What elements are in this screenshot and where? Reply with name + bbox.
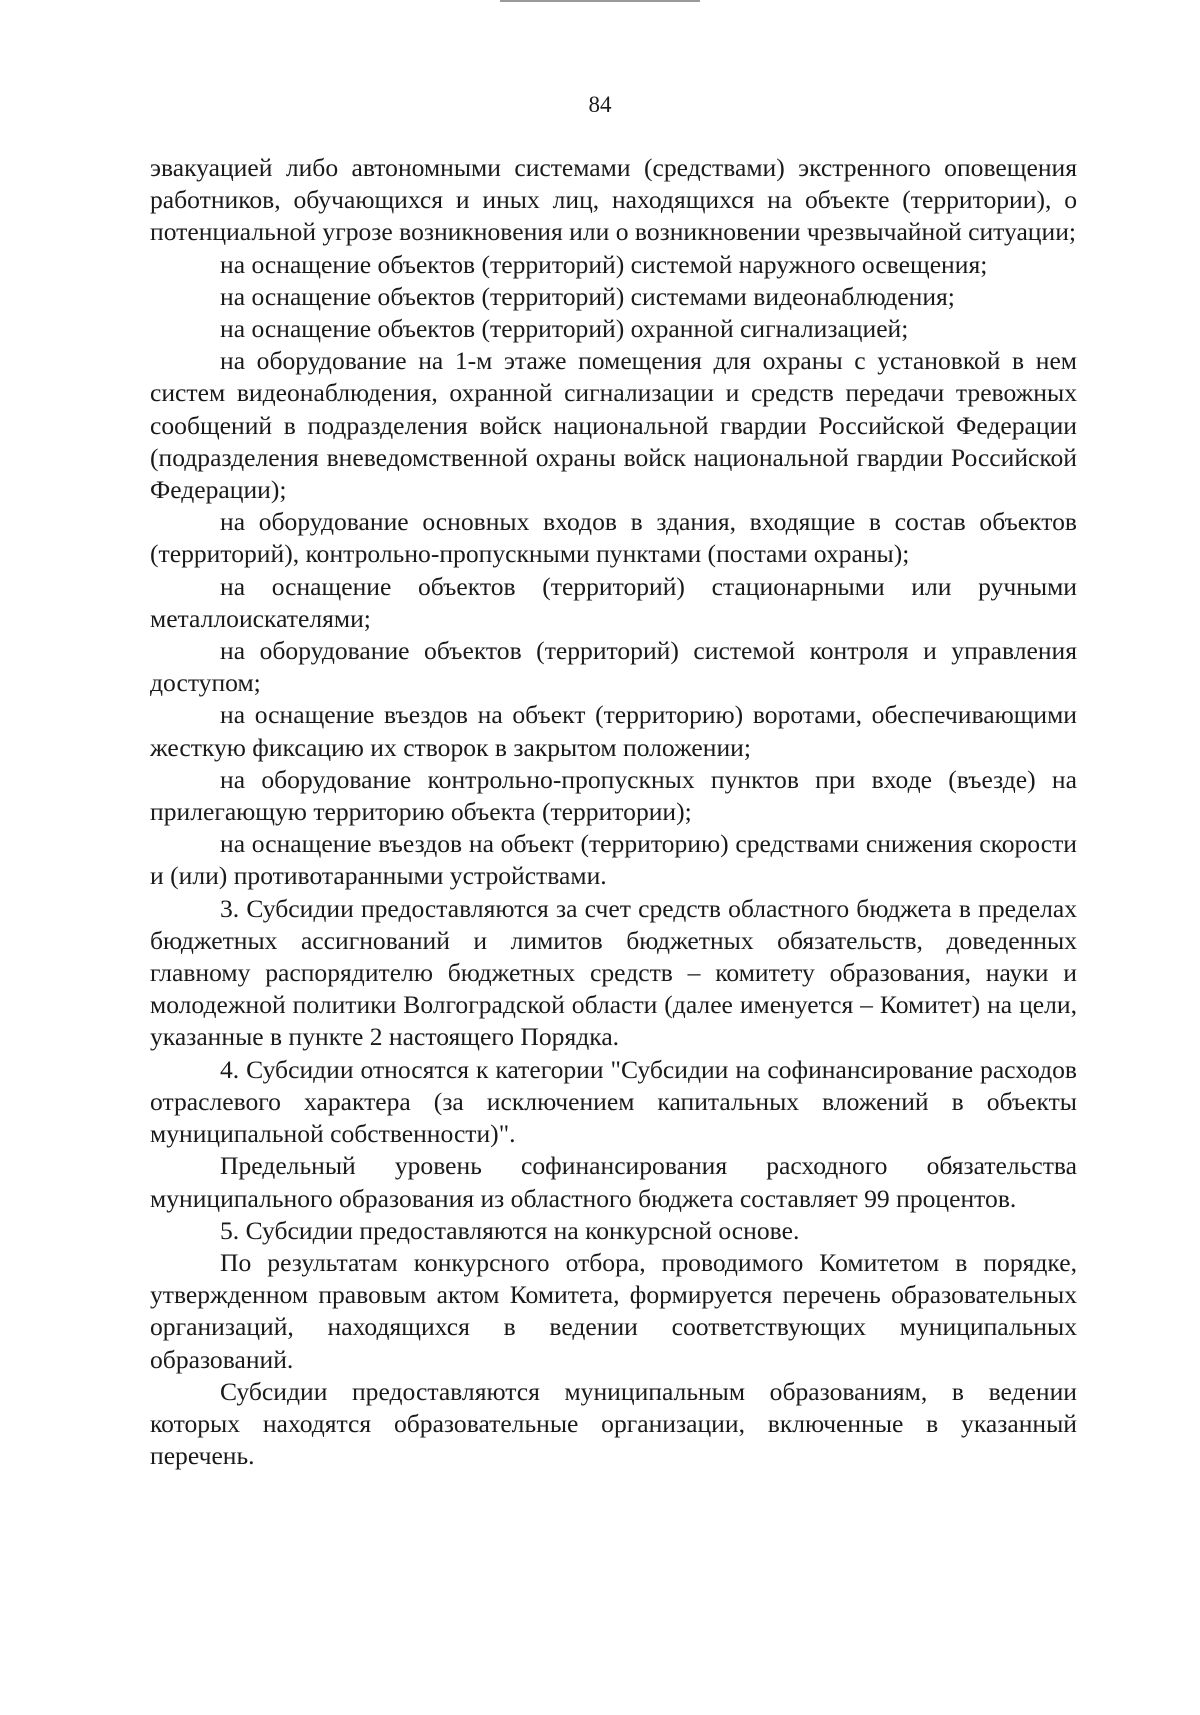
paragraph-6: на оборудование основных входов в здания, входящие в состав объектов (территорий), контрольно-пропускными пунктами (постами охраны); xyxy=(150,507,1077,569)
body-text xyxy=(150,152,1077,1472)
paragraph-13: 4. Субсидии относятся к категории "Субсидии на софинансирование расходов отраслевого характера (за исключением капитальных вложений в объекты муниципальной собственности)". xyxy=(150,1054,1077,1149)
page-number: 84 xyxy=(588,92,612,117)
paragraph-2: на оснащение объектов (территорий) системой наружного освещения; xyxy=(220,249,988,279)
paragraph-4: на оснащение объектов (территорий) охранной сигнализацией; xyxy=(220,314,909,344)
paragraph-5: на оборудование на 1-м этаже помещения для охраны с установкой в нем систем видеонаблюдения, охранной сигнализации и средств передачи тревожных сообщений в подразделения войск национальной гвардии Российской Федерации (подразделения вневедомственной охраны войск национальной гвардии Российской Федерации); xyxy=(150,346,1077,505)
paragraph-12: 3. Субсидии предоставляются за счет средств областного бюджета в пределах бюджетных ассигнований и лимитов бюджетных обязательств, доведенных главному распорядителю бюджетных средств – комитету образования, науки и молодежной политики Волгоградской области (далее именуется – Комитет) на цели, указанные в пункте 2 настоящего Порядка. xyxy=(150,893,1077,1052)
paragraph-1: эвакуацией либо автономными системами (средствами) экстренного оповещения работников, обучающихся и иных лиц, находящихся на объекте (территории), о потенциальной угрозе возникновения или о возникновении чрезвычайной ситуации; xyxy=(150,153,1077,247)
paragraph-16: По результатам конкурсного отбора, проводимого Комитетом в порядке, утвержденном правовым актом Комитета, формируется перечень образовательных организаций, находящихся в ведении соответствующих муниципальных образований. xyxy=(150,1247,1077,1374)
paragraph-7: на оснащение объектов (территорий) стационарными или ручными металлоискателями; xyxy=(150,571,1077,633)
paragraph-11: на оснащение въездов на объект (территорию) средствами снижения скорости и (или) противотаранными устройствами. xyxy=(150,829,1077,891)
paragraph-15: 5. Субсидии предоставляются на конкурсной основе. xyxy=(220,1215,800,1245)
paragraph-3: на оснащение объектов (территорий) системами видеонаблюдения; xyxy=(220,281,955,311)
paragraph-10: на оборудование контрольно-пропускных пунктов при входе (въезде) на прилегающую территорию объекта (территории); xyxy=(150,764,1077,827)
paragraph-17: Субсидии предоставляются муниципальным образованиям, в ведении которых находятся образовательные организации, включенные в указанный перечень. xyxy=(150,1376,1077,1471)
paragraph-14: Предельный уровень софинансирования расходного обязательства муниципального образования из областного бюджета составляет 99 процентов. xyxy=(150,1151,1077,1213)
paragraph-9: на оснащение въездов на объект (территорию) воротами, обеспечивающими жесткую фиксацию их створок в закрытом положении; xyxy=(150,700,1077,762)
scan-edge-line xyxy=(500,0,700,2)
paragraph-8: на оборудование объектов (территорий) системой контроля и управления доступом; xyxy=(150,636,1077,698)
